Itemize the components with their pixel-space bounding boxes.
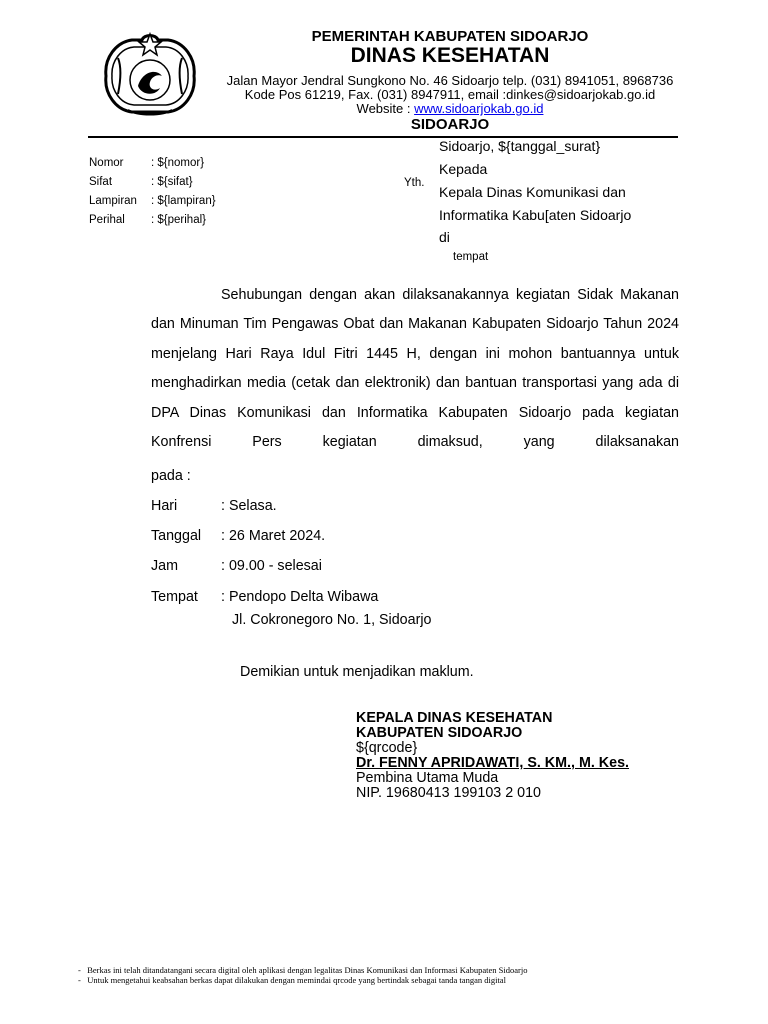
schedule-tempat-address: Jl. Cokronegoro No. 1, Sidoarjo	[232, 612, 432, 628]
body-pada: pada :	[151, 468, 191, 484]
schedule-jam-label: Jam	[151, 558, 179, 574]
footer-bullet-1: -	[78, 965, 88, 975]
address-line-2: Kode Pos 61219, Fax. (031) 8947911, email :dinkes@sidoarjokab.go.id	[244, 87, 656, 102]
meta-label-perihal: Perihal	[89, 214, 125, 226]
header-city: SIDOARJO	[410, 116, 490, 133]
meta-label-lampiran: Lampiran	[89, 195, 137, 207]
schedule-hari-label: Hari	[151, 498, 178, 514]
meta-value-sifat: : ${sifat}	[151, 176, 193, 188]
schedule-tanggal-label: Tanggal	[151, 528, 202, 544]
recipient-tempat: tempat	[453, 251, 489, 263]
website-label: Website :	[356, 101, 415, 116]
government-name: PEMERINTAH KABUPATEN SIDOARJO	[311, 28, 589, 45]
meta-label-sifat: Sifat	[89, 176, 113, 188]
agency-name: DINAS KESEHATAN	[350, 44, 550, 67]
schedule-hari-value: : Selasa.	[221, 498, 277, 514]
recipient-line-1: Kepala Dinas Komunikasi dan	[439, 184, 626, 200]
signatory-nip: NIP. 19680413 199103 2 010	[356, 785, 541, 801]
footer-bullet-2: -	[78, 975, 88, 985]
schedule-tempat-value: : Pendopo Delta Wibawa	[221, 589, 379, 605]
signature-title-1: KEPALA DINAS KESEHATAN	[356, 710, 553, 726]
signatory-name: Dr. FENNY APRIDAWATI, S. KM., M. Kes.	[356, 755, 630, 771]
signature-qrcode: ${qrcode}	[356, 740, 418, 756]
footer-note-2	[78, 975, 506, 985]
meta-value-perihal: : ${perihal}	[151, 214, 206, 226]
schedule-jam-value: : 09.00 - selesai	[221, 558, 322, 574]
address-line-1: Jalan Mayor Jendral Sungkono No. 46 Sidoarjo telp. (031) 8941051, 8968736	[226, 73, 674, 88]
recipient-kepada: Kepada	[439, 161, 488, 177]
website-link[interactable]: www.sidoarjokab.go.id	[414, 101, 544, 116]
yth-label: Yth.	[404, 177, 425, 189]
signature-title-2: KABUPATEN SIDOARJO	[356, 725, 523, 741]
letter-date: Sidoarjo, ${tanggal_surat}	[439, 138, 601, 154]
footer-note-1	[78, 965, 527, 975]
letter-body	[151, 281, 679, 457]
meta-value-lampiran: : ${lampiran}	[151, 195, 216, 207]
recipient-line-2: Informatika Kabu[aten Sidoarjo	[439, 207, 632, 223]
schedule-tempat-label: Tempat	[151, 589, 198, 605]
website-line	[200, 101, 700, 116]
meta-label-nomor: Nomor	[89, 157, 124, 169]
regency-emblem-icon	[98, 28, 202, 120]
closing-statement: Demikian untuk menjadikan maklum.	[240, 664, 474, 680]
body-paragraph: Sehubungan dengan akan dilaksanakannya kegiatan Sidak Makanan dan Minuman Tim Pengawas Obat dan Makanan Kabupaten Sidoarjo Tahun 2024 menjelang Hari Raya Idul Fitri 1445 H, dengan ini mohon bantuannya untuk menghadirkan media (cetak dan elektronik) dan bantuan transportasi yang ada di DPA Dinas Komunikasi dan Informatika Kabupaten Sidoarjo pada kegiatan Konfrensi Pers kegiatan dimaksud, yang dilaksanakan	[151, 287, 679, 451]
meta-value-nomor: : ${nomor}	[151, 157, 205, 169]
signatory-rank: Pembina Utama Muda	[356, 770, 499, 786]
schedule-tanggal-value: : 26 Maret 2024.	[221, 528, 326, 544]
footer-note-1-text: Berkas ini telah ditandatangani secara digital oleh aplikasi dengan legalitas Dinas Komunikasi dan Informasi Kabupaten Sidoarjo	[87, 965, 528, 975]
footer-note-2-text: Untuk mengetahui keabsahan berkas dapat dilakukan dengan memindai qrcode yang bertindak sebagai tanda tangan digital	[87, 975, 506, 985]
recipient-di: di	[439, 229, 450, 245]
